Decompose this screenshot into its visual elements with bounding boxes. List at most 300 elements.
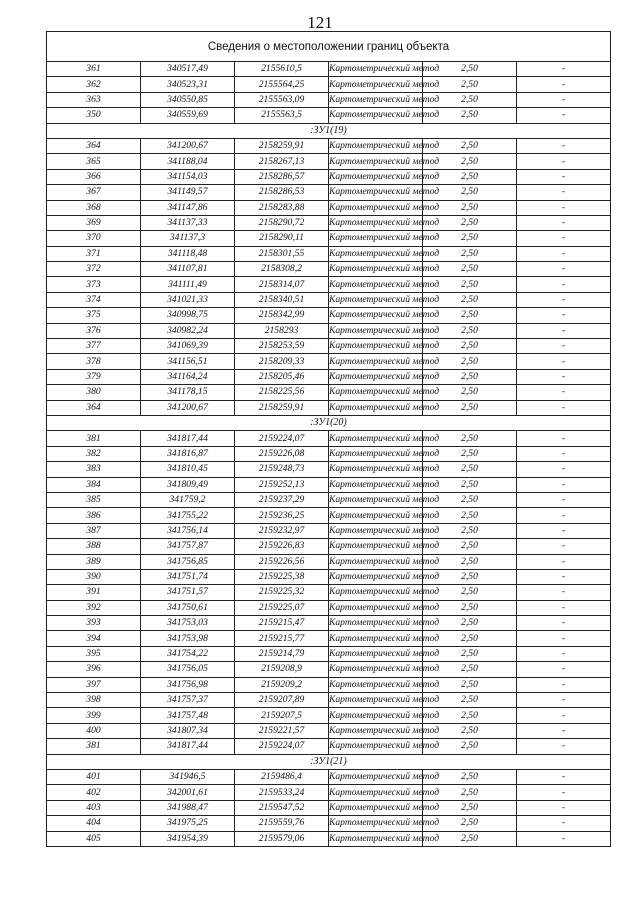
accuracy-cell: 2,50 (423, 200, 517, 215)
accuracy-cell: 2,50 (423, 508, 517, 523)
section-label: :ЗУ1(20) (47, 415, 611, 430)
coord-x: 341149,57 (141, 185, 235, 200)
method-cell: Картометрический метод (329, 677, 423, 692)
point-number: 378 (47, 354, 141, 369)
method-cell: Картометрический метод (329, 693, 423, 708)
coord-y: 2159248,73 (235, 462, 329, 477)
method-cell: Картометрический метод (329, 431, 423, 446)
description-cell: - (517, 292, 611, 307)
point-number: 372 (47, 262, 141, 277)
table-row (47, 508, 611, 523)
coord-x: 341069,39 (141, 339, 235, 354)
description-cell: - (517, 262, 611, 277)
coord-x: 341759,2 (141, 492, 235, 507)
accuracy-cell: 2,50 (423, 62, 517, 77)
coord-y: 2155564,25 (235, 77, 329, 92)
accuracy-cell: 2,50 (423, 569, 517, 584)
method-cell: Картометрический метод (329, 323, 423, 338)
method-cell: Картометрический метод (329, 600, 423, 615)
point-number: 390 (47, 569, 141, 584)
method-cell: Картометрический метод (329, 92, 423, 107)
method-cell: Картометрический метод (329, 523, 423, 538)
table-row (47, 446, 611, 461)
point-number: 371 (47, 246, 141, 261)
method-cell: Картометрический метод (329, 508, 423, 523)
accuracy-cell: 2,50 (423, 693, 517, 708)
coord-y: 2158209,33 (235, 354, 329, 369)
coord-y: 2158290,72 (235, 215, 329, 230)
table-row (47, 292, 611, 307)
method-cell: Картометрический метод (329, 354, 423, 369)
point-number: 385 (47, 492, 141, 507)
description-cell: - (517, 277, 611, 292)
table-row (47, 539, 611, 554)
point-number: 363 (47, 92, 141, 107)
coord-y: 2158205,46 (235, 369, 329, 384)
accuracy-cell: 2,50 (423, 816, 517, 831)
method-cell: Картометрический метод (329, 246, 423, 261)
method-cell: Картометрический метод (329, 200, 423, 215)
coord-y: 2159533,24 (235, 785, 329, 800)
coord-x: 341021,33 (141, 292, 235, 307)
table-row (47, 154, 611, 169)
coord-y: 2159225,07 (235, 600, 329, 615)
point-number: 396 (47, 662, 141, 677)
table-row (47, 185, 611, 200)
point-number: 373 (47, 277, 141, 292)
coord-x: 341754,22 (141, 646, 235, 661)
description-cell: - (517, 231, 611, 246)
coord-y: 2159252,13 (235, 477, 329, 492)
description-cell: - (517, 246, 611, 261)
description-cell: - (517, 569, 611, 584)
coord-y: 2158286,57 (235, 169, 329, 184)
description-cell: - (517, 616, 611, 631)
description-cell: - (517, 785, 611, 800)
coord-y: 2159207,89 (235, 693, 329, 708)
table-row (47, 77, 611, 92)
description-cell: - (517, 477, 611, 492)
description-cell: - (517, 185, 611, 200)
accuracy-cell: 2,50 (423, 769, 517, 784)
accuracy-cell: 2,50 (423, 323, 517, 338)
coord-y: 2158314,07 (235, 277, 329, 292)
coord-y: 2158290,11 (235, 231, 329, 246)
coord-x: 340982,24 (141, 323, 235, 338)
coord-y: 2159208,9 (235, 662, 329, 677)
coord-x: 341147,86 (141, 200, 235, 215)
table-row (47, 369, 611, 384)
coord-x: 341178,15 (141, 385, 235, 400)
coord-y: 2158225,56 (235, 385, 329, 400)
coord-y: 2158259,91 (235, 400, 329, 415)
accuracy-cell: 2,50 (423, 585, 517, 600)
point-number: 362 (47, 77, 141, 92)
point-number: 376 (47, 323, 141, 338)
coord-y: 2159225,32 (235, 585, 329, 600)
table-row (47, 693, 611, 708)
description-cell: - (517, 816, 611, 831)
coord-x: 342001,61 (141, 785, 235, 800)
coord-x: 341757,37 (141, 693, 235, 708)
table-row (47, 662, 611, 677)
accuracy-cell: 2,50 (423, 800, 517, 815)
accuracy-cell: 2,50 (423, 369, 517, 384)
coord-y: 2158301,55 (235, 246, 329, 261)
description-cell: - (517, 739, 611, 754)
accuracy-cell: 2,50 (423, 631, 517, 646)
method-cell: Картометрический метод (329, 62, 423, 77)
point-number: 388 (47, 539, 141, 554)
method-cell: Картометрический метод (329, 723, 423, 738)
description-cell: - (517, 769, 611, 784)
point-number: 374 (47, 292, 141, 307)
coord-x: 341757,87 (141, 539, 235, 554)
description-cell: - (517, 200, 611, 215)
table-row (47, 585, 611, 600)
description-cell: - (517, 508, 611, 523)
accuracy-cell: 2,50 (423, 723, 517, 738)
point-number: 402 (47, 785, 141, 800)
section-label: :ЗУ1(19) (47, 123, 611, 138)
accuracy-cell: 2,50 (423, 646, 517, 661)
method-cell: Картометрический метод (329, 800, 423, 815)
table-row (47, 138, 611, 153)
description-cell: - (517, 169, 611, 184)
coord-y: 2159226,56 (235, 554, 329, 569)
accuracy-cell: 2,50 (423, 462, 517, 477)
coord-x: 341954,39 (141, 831, 235, 846)
coord-x: 341756,05 (141, 662, 235, 677)
accuracy-cell: 2,50 (423, 677, 517, 692)
description-cell: - (517, 800, 611, 815)
coord-x: 341137,33 (141, 215, 235, 230)
accuracy-cell: 2,50 (423, 231, 517, 246)
point-number: 382 (47, 446, 141, 461)
description-cell: - (517, 446, 611, 461)
table-row (47, 323, 611, 338)
coord-x: 341975,25 (141, 816, 235, 831)
method-cell: Картометрический метод (329, 646, 423, 661)
method-cell: Картометрический метод (329, 292, 423, 307)
coord-y: 2158259,91 (235, 138, 329, 153)
point-number: 381 (47, 431, 141, 446)
coord-y: 2159226,08 (235, 446, 329, 461)
description-cell: - (517, 323, 611, 338)
coord-y: 2159214,79 (235, 646, 329, 661)
table-row (47, 785, 611, 800)
table-title-row (47, 32, 611, 62)
description-cell: - (517, 138, 611, 153)
table-row (47, 569, 611, 584)
method-cell: Картометрический метод (329, 492, 423, 507)
coord-x: 341156,51 (141, 354, 235, 369)
point-number: 391 (47, 585, 141, 600)
coord-x: 341137,3 (141, 231, 235, 246)
table-row (47, 600, 611, 615)
point-number: 379 (47, 369, 141, 384)
coord-x: 340559,69 (141, 108, 235, 123)
accuracy-cell: 2,50 (423, 785, 517, 800)
coord-y: 2159215,47 (235, 616, 329, 631)
coord-x: 341111,49 (141, 277, 235, 292)
method-cell: Картометрический метод (329, 262, 423, 277)
description-cell: - (517, 600, 611, 615)
coord-y: 2158293 (235, 323, 329, 338)
accuracy-cell: 2,50 (423, 354, 517, 369)
method-cell: Картометрический метод (329, 477, 423, 492)
coord-x: 341810,45 (141, 462, 235, 477)
method-cell: Картометрический метод (329, 631, 423, 646)
method-cell: Картометрический метод (329, 539, 423, 554)
accuracy-cell: 2,50 (423, 339, 517, 354)
coord-x: 341816,87 (141, 446, 235, 461)
coord-x: 341817,44 (141, 739, 235, 754)
coord-x: 341200,67 (141, 400, 235, 415)
point-number: 386 (47, 508, 141, 523)
coord-y: 2155563,5 (235, 108, 329, 123)
point-number: 389 (47, 554, 141, 569)
description-cell: - (517, 462, 611, 477)
description-cell: - (517, 215, 611, 230)
table-row (47, 339, 611, 354)
table-row (47, 769, 611, 784)
coord-y: 2159486,4 (235, 769, 329, 784)
point-number: 403 (47, 800, 141, 815)
coord-y: 2155563,09 (235, 92, 329, 107)
coord-x: 341188,04 (141, 154, 235, 169)
accuracy-cell: 2,50 (423, 523, 517, 538)
coord-x: 340517,49 (141, 62, 235, 77)
table-row (47, 646, 611, 661)
method-cell: Картометрический метод (329, 769, 423, 784)
coord-x: 341154,03 (141, 169, 235, 184)
point-number: 384 (47, 477, 141, 492)
point-number: 365 (47, 154, 141, 169)
method-cell: Картометрический метод (329, 708, 423, 723)
point-number: 364 (47, 138, 141, 153)
table-row (47, 385, 611, 400)
coord-y: 2158286,53 (235, 185, 329, 200)
method-cell: Картометрический метод (329, 169, 423, 184)
description-cell: - (517, 585, 611, 600)
table-row (47, 523, 611, 538)
accuracy-cell: 2,50 (423, 600, 517, 615)
table-row (47, 631, 611, 646)
method-cell: Картометрический метод (329, 385, 423, 400)
coord-x: 341756,85 (141, 554, 235, 569)
method-cell: Картометрический метод (329, 400, 423, 415)
point-number: 366 (47, 169, 141, 184)
coord-x: 341751,57 (141, 585, 235, 600)
table-row (47, 246, 611, 261)
table-row (47, 462, 611, 477)
table-row (47, 92, 611, 107)
description-cell: - (517, 308, 611, 323)
description-cell: - (517, 154, 611, 169)
point-number: 404 (47, 816, 141, 831)
point-number: 395 (47, 646, 141, 661)
section-row (47, 415, 611, 430)
point-number: 370 (47, 231, 141, 246)
accuracy-cell: 2,50 (423, 831, 517, 846)
coord-x: 341988,47 (141, 800, 235, 815)
coord-x: 341809,49 (141, 477, 235, 492)
coord-x: 341757,48 (141, 708, 235, 723)
method-cell: Картометрический метод (329, 369, 423, 384)
point-number: 387 (47, 523, 141, 538)
boundary-coordinates-table (46, 31, 611, 847)
coord-x: 341200,67 (141, 138, 235, 153)
coord-y: 2158308,2 (235, 262, 329, 277)
coord-x: 341751,74 (141, 569, 235, 584)
point-number: 367 (47, 185, 141, 200)
accuracy-cell: 2,50 (423, 385, 517, 400)
accuracy-cell: 2,50 (423, 446, 517, 461)
point-number: 377 (47, 339, 141, 354)
coord-y: 2155610,5 (235, 62, 329, 77)
table-row (47, 723, 611, 738)
coord-y: 2159237,29 (235, 492, 329, 507)
coord-y: 2159547,52 (235, 800, 329, 815)
coord-y: 2159215,77 (235, 631, 329, 646)
coord-y: 2159236,25 (235, 508, 329, 523)
description-cell: - (517, 369, 611, 384)
table-row (47, 354, 611, 369)
description-cell: - (517, 339, 611, 354)
coord-x: 340523,31 (141, 77, 235, 92)
coord-x: 341946,5 (141, 769, 235, 784)
point-number: 394 (47, 631, 141, 646)
accuracy-cell: 2,50 (423, 277, 517, 292)
method-cell: Картометрический метод (329, 215, 423, 230)
table-row (47, 831, 611, 846)
coord-y: 2158342,99 (235, 308, 329, 323)
point-number: 405 (47, 831, 141, 846)
point-number: 361 (47, 62, 141, 77)
point-number: 350 (47, 108, 141, 123)
point-number: 368 (47, 200, 141, 215)
point-number: 399 (47, 708, 141, 723)
method-cell: Картометрический метод (329, 154, 423, 169)
coord-y: 2159226,83 (235, 539, 329, 554)
description-cell: - (517, 662, 611, 677)
table-row (47, 200, 611, 215)
method-cell: Картометрический метод (329, 569, 423, 584)
description-cell: - (517, 554, 611, 569)
coord-y: 2159209,2 (235, 677, 329, 692)
coord-y: 2159225,38 (235, 569, 329, 584)
section-row (47, 754, 611, 769)
method-cell: Картометрический метод (329, 616, 423, 631)
description-cell: - (517, 385, 611, 400)
point-number: 369 (47, 215, 141, 230)
table-row (47, 616, 611, 631)
description-cell: - (517, 108, 611, 123)
table-row (47, 816, 611, 831)
accuracy-cell: 2,50 (423, 739, 517, 754)
description-cell: - (517, 492, 611, 507)
table-row (47, 477, 611, 492)
table-body (47, 32, 611, 847)
table-row (47, 108, 611, 123)
accuracy-cell: 2,50 (423, 492, 517, 507)
accuracy-cell: 2,50 (423, 246, 517, 261)
method-cell: Картометрический метод (329, 308, 423, 323)
description-cell: - (517, 677, 611, 692)
page-number: 121 (307, 13, 333, 32)
section-label: :ЗУ1(21) (47, 754, 611, 769)
point-number: 397 (47, 677, 141, 692)
table-row (47, 739, 611, 754)
coord-x: 341755,22 (141, 508, 235, 523)
description-cell: - (517, 646, 611, 661)
coord-y: 2159559,76 (235, 816, 329, 831)
table-row (47, 277, 611, 292)
coord-y: 2159224,07 (235, 739, 329, 754)
description-cell: - (517, 62, 611, 77)
method-cell: Картометрический метод (329, 77, 423, 92)
accuracy-cell: 2,50 (423, 616, 517, 631)
point-number: 401 (47, 769, 141, 784)
table-row (47, 169, 611, 184)
coord-x: 341756,98 (141, 677, 235, 692)
method-cell: Картометрический метод (329, 185, 423, 200)
accuracy-cell: 2,50 (423, 431, 517, 446)
coord-x: 341750,61 (141, 600, 235, 615)
coord-y: 2158267,13 (235, 154, 329, 169)
coord-y: 2158283,88 (235, 200, 329, 215)
accuracy-cell: 2,50 (423, 308, 517, 323)
coord-x: 341164,24 (141, 369, 235, 384)
point-number: 392 (47, 600, 141, 615)
table-row (47, 400, 611, 415)
accuracy-cell: 2,50 (423, 708, 517, 723)
point-number: 380 (47, 385, 141, 400)
description-cell: - (517, 354, 611, 369)
coord-x: 341107,81 (141, 262, 235, 277)
accuracy-cell: 2,50 (423, 262, 517, 277)
table-row (47, 308, 611, 323)
table-row (47, 708, 611, 723)
table-row (47, 800, 611, 815)
accuracy-cell: 2,50 (423, 108, 517, 123)
accuracy-cell: 2,50 (423, 185, 517, 200)
description-cell: - (517, 631, 611, 646)
point-number: 393 (47, 616, 141, 631)
description-cell: - (517, 431, 611, 446)
point-number: 375 (47, 308, 141, 323)
accuracy-cell: 2,50 (423, 215, 517, 230)
method-cell: Картометрический метод (329, 339, 423, 354)
coord-x: 340998,75 (141, 308, 235, 323)
description-cell: - (517, 708, 611, 723)
coord-y: 2159221,57 (235, 723, 329, 738)
accuracy-cell: 2,50 (423, 169, 517, 184)
table-row (47, 554, 611, 569)
description-cell: - (517, 723, 611, 738)
table-row (47, 62, 611, 77)
accuracy-cell: 2,50 (423, 154, 517, 169)
coord-y: 2158340,51 (235, 292, 329, 307)
accuracy-cell: 2,50 (423, 138, 517, 153)
method-cell: Картометрический метод (329, 138, 423, 153)
section-row (47, 123, 611, 138)
point-number: 383 (47, 462, 141, 477)
coord-x: 341753,03 (141, 616, 235, 631)
coord-x: 341756,14 (141, 523, 235, 538)
method-cell: Картометрический метод (329, 108, 423, 123)
